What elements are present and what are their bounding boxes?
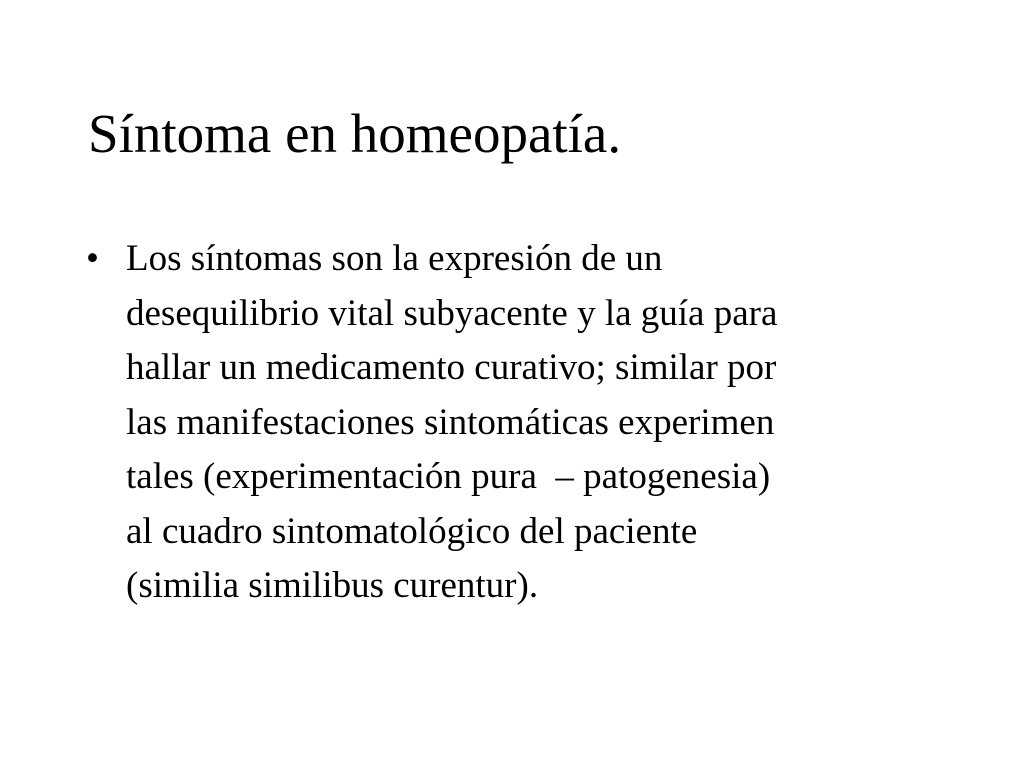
slide-title: Síntoma en homeopatía. (88, 103, 622, 164)
bullet-text-line: las manifestaciones sintomáticas experimen (126, 401, 775, 443)
bullet-text-line: tales (experimentación pura – patogenesia) (126, 456, 771, 497)
bullet-text-line: hallar un medicamento curativo; similar por (126, 347, 777, 388)
bullet-text-line: desequilibrio vital subyacente y la guía para (126, 292, 778, 334)
bullet-text-line: Los síntomas son la expresión de un (126, 238, 663, 279)
bullet-text-line: (similia similibus curentur). (126, 565, 539, 606)
bullet-dot-icon: • (86, 238, 99, 279)
bullet-item (86, 232, 946, 614)
bullet-text-line: al cuadro sintomatológico del paciente (126, 510, 698, 552)
bullet-list (86, 232, 946, 614)
